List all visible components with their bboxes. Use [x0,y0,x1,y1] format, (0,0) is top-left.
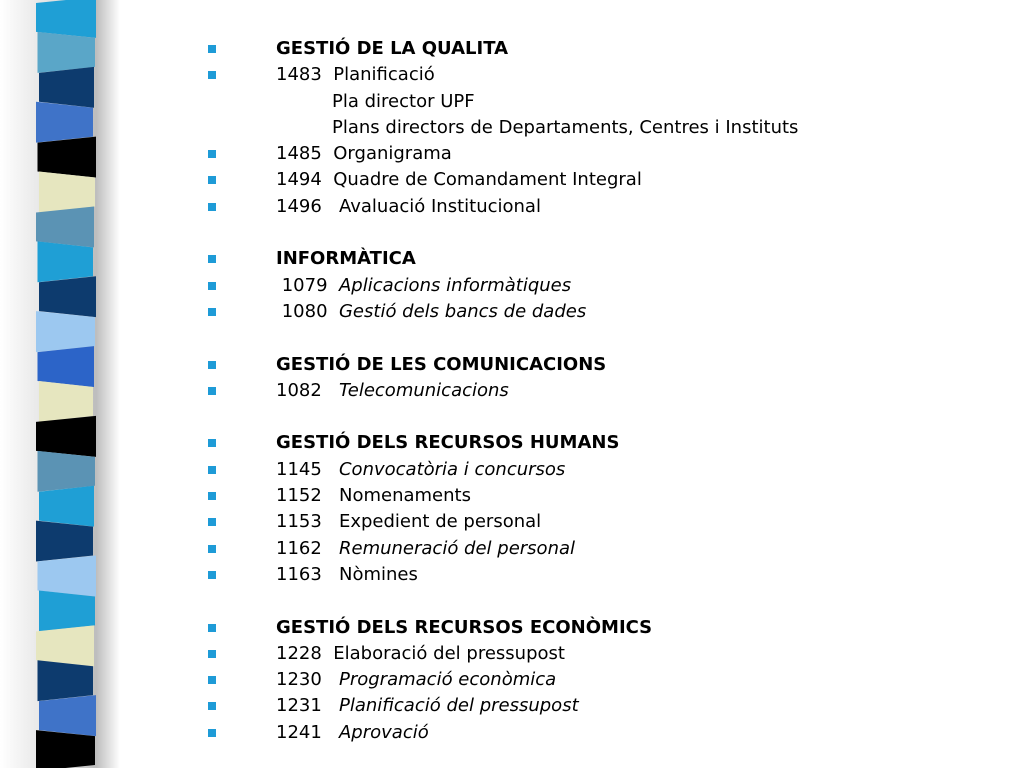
square-bullet-icon [208,203,216,211]
item-label: Aplicacions informàtiques [338,274,572,296]
item-code: 1494 [276,169,322,191]
item-label: Expedient de personal [338,511,542,533]
item-label: Remuneració del personal [338,537,576,559]
square-bullet-icon [208,45,216,53]
item-text [276,536,575,562]
sub-item: Pla director UPF [332,90,475,112]
band-stripe [39,590,95,631]
item-text [276,299,586,325]
item-text [276,167,642,193]
item-code: 1241 [276,721,322,743]
band-stripe [36,625,94,666]
item-separator [322,459,339,480]
band-stripe [39,276,96,317]
band-stripe [39,486,94,527]
item-label: Programació econòmica [338,669,557,691]
sub-item: Plans directors de Departaments, Centres i Instituts [332,116,799,138]
square-bullet-icon [208,361,216,369]
band-stripe [36,102,93,143]
square-bullet-icon [208,308,216,316]
item-label: Telecomunicacions [338,379,509,401]
decorative-striped-band [0,0,120,768]
square-bullet-icon [208,518,216,526]
band-stripe [39,172,95,213]
item-label: Quadre de Comandament Integral [333,169,642,191]
square-bullet-icon [208,466,216,474]
item-text [276,194,541,220]
item-label: Convocatòria i concursos [338,458,566,480]
square-bullet-icon [208,150,216,158]
item-text [276,667,556,693]
band-stripe [36,730,95,768]
item-code: 1082 [276,379,322,401]
band-stripe [38,32,96,73]
band-stripe [36,0,96,38]
square-bullet-icon [208,545,216,553]
item-code: 1485 [276,143,322,165]
band-stripes [36,0,96,768]
item-separator [322,380,339,401]
item-separator [322,669,339,690]
item-text [276,693,579,719]
item-code: 1163 [276,563,322,585]
square-bullet-icon [208,439,216,447]
square-bullet-icon [208,571,216,579]
item-separator [322,564,339,585]
item-separator [322,143,333,164]
item-separator [322,722,339,743]
square-bullet-icon [208,702,216,710]
item-code: 1483 [276,64,322,86]
item-separator [322,64,333,85]
item-text [276,273,571,299]
band-stripe [38,346,95,387]
item-code: 1080 [276,300,328,322]
item-text [276,141,452,167]
item-label: Nòmines [338,563,418,585]
item-text [276,62,435,88]
item-separator [322,643,333,664]
item-separator [322,485,339,506]
item-text [276,378,509,404]
section-heading: INFORMÀTICA [276,248,416,270]
item-text [276,641,565,667]
item-code: 1496 [276,195,322,217]
item-label: Organigrama [333,143,452,165]
item-code: 1230 [276,669,322,691]
item-label: Planificació del pressupost [338,695,579,717]
band-stripe [36,206,94,247]
band-stripe [36,311,95,352]
item-text [276,720,429,746]
band-stripe [38,660,94,701]
band-stripe [39,67,94,108]
item-code: 1228 [276,642,322,664]
item-code: 1079 [276,274,328,296]
item-code: 1152 [276,485,322,507]
item-separator [328,275,339,296]
item-label: Aprovació [338,721,429,743]
square-bullet-icon [208,176,216,184]
item-separator [322,169,333,190]
item-code: 1231 [276,695,322,717]
square-bullet-icon [208,387,216,395]
section-heading: GESTIÓ DE LA QUALITA [276,38,509,59]
item-code: 1162 [276,537,322,559]
band-stripe [39,381,93,422]
square-bullet-icon [208,71,216,79]
item-label: Planificació [333,64,435,86]
item-label: Gestió dels bancs de dades [338,300,587,322]
item-text [276,483,471,509]
band-stripe [38,241,94,282]
item-separator [322,196,339,217]
square-bullet-icon [208,676,216,684]
item-text [276,509,541,535]
item-separator [328,301,339,322]
band-stripe [38,451,96,492]
square-bullet-icon [208,650,216,658]
item-label: Elaboració del pressupost [333,642,565,664]
band-stripe [36,521,93,562]
square-bullet-icon [208,255,216,263]
item-separator [322,695,339,716]
item-label: Avaluació Institucional [338,195,541,217]
square-bullet-icon [208,282,216,290]
section-heading: GESTIÓ DE LES COMUNICACIONS [276,353,607,375]
item-text [276,457,565,483]
item-separator [322,511,339,532]
item-code: 1145 [276,458,322,480]
band-stripe [38,556,97,597]
band-stripe [36,416,96,457]
item-text [276,562,418,588]
band-stripe [39,695,96,736]
item-separator [322,538,339,559]
square-bullet-icon [208,624,216,632]
section-heading: GESTIÓ DELS RECURSOS ECONÒMICS [276,616,653,638]
item-code: 1153 [276,511,322,533]
band-stripe [38,137,97,178]
item-label: Nomenaments [338,485,471,507]
square-bullet-icon [208,492,216,500]
section-heading: GESTIÓ DELS RECURSOS HUMANS [276,432,620,454]
square-bullet-icon [208,729,216,737]
